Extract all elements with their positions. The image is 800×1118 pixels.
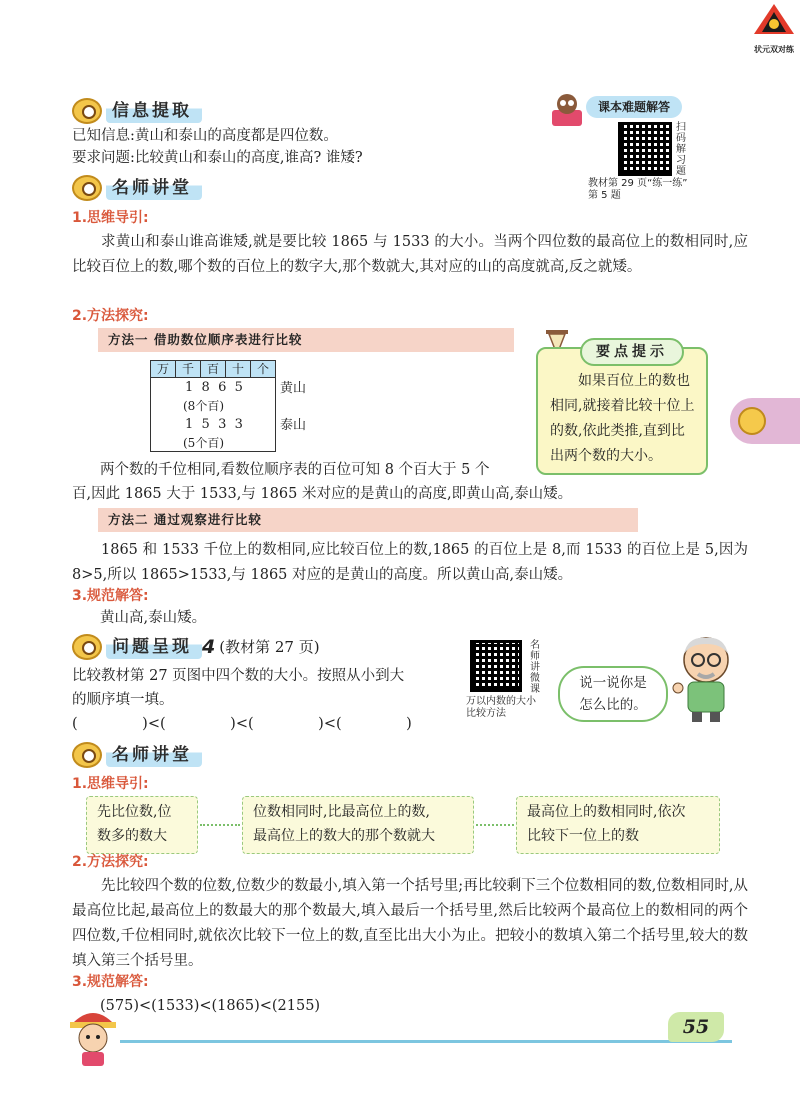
flow-step-3-b: 比较下一位上的数 xyxy=(527,828,639,844)
row2-digits: 1 5 3 3 xyxy=(185,417,243,432)
answer-blanks[interactable]: ( )<( )<( )<( ) xyxy=(72,716,412,732)
method1-explain-1: 两个数的千位相同,看数位顺序表的百位可知 8 个百大于 5 个 xyxy=(100,462,490,478)
publisher-logo xyxy=(752,2,796,54)
flow-step-1-a: 先比位数,位 xyxy=(97,804,172,820)
method-explore-label: 2.方法探究: xyxy=(72,308,149,324)
logo-triangle-icon xyxy=(752,2,796,36)
method-two-bar: 方法二 通过观察进行比较 xyxy=(98,508,638,532)
textbook-ref: (教材第 27 页) xyxy=(219,637,320,656)
flow-step-1-b: 数多的数大 xyxy=(97,828,167,844)
table-header xyxy=(151,361,275,378)
col-header: 万 xyxy=(151,361,176,377)
mascot-icon xyxy=(72,98,102,124)
place-value-table xyxy=(150,360,276,452)
answer-text-2: (575)<(1533)<(1865)<(2155) xyxy=(100,998,321,1014)
side-tab[interactable] xyxy=(730,398,800,444)
speech-line1: 说一说你是 xyxy=(579,675,647,691)
method-explore-text-2: 先比较四个数的位数,位数少的数最小,填入第一个括号里;再比较剩下三个位数相同的数,位数相同时,从最高位比起,最高位上的数最大的那个数最大,填入最后一个括号里,然后比较两个最高位上的数相同的两个四位数,千位相同时,就依次比较下一位上的数,直至比出大小为止。把较小的数填入第二个括号里,较大的数填入第三个括号里。 xyxy=(72,878,748,969)
method2-text: 1865 和 1533 千位上的数相同,应比较百位上的数,1865 的百位上是 8,而 1533 的百位上是 5,因为 8>5,所以 1865>1533,与 1865 对应的是黄山的高度。所以黄山高,泰山矮。 xyxy=(72,542,748,583)
qr-code-micro-lesson[interactable] xyxy=(470,640,522,692)
logo-text: 状元双对练 xyxy=(754,45,794,54)
answer-label-2: 3.规范解答: xyxy=(72,974,149,990)
section-teacher-header-2 xyxy=(72,740,202,770)
mascot-face-icon xyxy=(738,407,766,435)
teacher-character-icon xyxy=(670,630,740,724)
section-title: 名师讲堂 xyxy=(106,176,202,200)
col-header: 十 xyxy=(226,361,251,377)
section-title: 问题呈现 xyxy=(106,635,202,659)
section-info-header xyxy=(72,96,202,126)
answer-label: 3.规范解答: xyxy=(72,588,149,604)
flow-step-3-a: 最高位上的数相同时,依次 xyxy=(527,804,686,820)
row1-digits: 1 8 6 5 xyxy=(185,380,243,395)
problem-line1: 比较教材第 27 页图中四个数的大小。按照从小到大 xyxy=(72,668,405,684)
qr-code-answers[interactable] xyxy=(618,122,672,176)
col-header: 千 xyxy=(176,361,201,377)
reading-owl-icon xyxy=(546,92,588,130)
section-problem-header xyxy=(72,632,320,662)
flow-step-3 xyxy=(516,796,720,854)
qr-title: 课本难题解答 xyxy=(586,96,682,118)
flow-step-2-b: 最高位上的数大的那个数就大 xyxy=(253,828,435,844)
section-teacher-header xyxy=(72,173,202,203)
mascot-icon xyxy=(72,742,102,768)
flow-step-2 xyxy=(242,796,474,854)
tip-title: 要点提示 xyxy=(580,338,684,366)
thinking-guide-text: 求黄山和泰山谁高谁矮,就是要比较 1865 与 1533 的大小。当两个四位数的最高位上的数相同时,应比较百位上的数,哪个数的百位上的数字大,那个数就大,其对应的山的高度就高,反之就矮。 xyxy=(72,234,748,275)
row1-note: (8个百) xyxy=(183,399,224,413)
mascot-boy-icon xyxy=(62,1002,124,1068)
row2-label: 泰山 xyxy=(280,418,307,433)
qr2-caption2: 比较方法 xyxy=(466,708,506,719)
speech-line2: 怎么比的。 xyxy=(579,697,647,713)
section-title: 信息提取 xyxy=(106,99,202,123)
method-one-bar: 方法一 借助数位顺序表进行比较 xyxy=(98,328,514,352)
col-header: 个 xyxy=(256,362,269,376)
method1-explain-2: 百,因此 1865 大于 1533,与 1865 米对应的是黄山的高度,即黄山高,泰山矮。 xyxy=(72,486,573,502)
qr-caption1: 教材第 29 页“练一练” xyxy=(588,178,688,189)
section-title: 名师讲堂 xyxy=(106,743,202,767)
speech-bubble xyxy=(558,666,668,722)
method-explore-label-2: 2.方法探究: xyxy=(72,854,149,870)
qr2-side-label: 名师讲微课 xyxy=(530,640,540,695)
thinking-guide-label: 1.思维导引: xyxy=(72,210,149,226)
page-number: 55 xyxy=(668,1012,724,1042)
flow-arrow-2 xyxy=(476,824,514,826)
tip-box: 如果百位上的数也相同,就接着比较十位上的数,依此类推,直到比出两个数的大小。 xyxy=(536,347,708,475)
known-info-line: 已知信息:黄山和泰山的高度都是四位数。 xyxy=(72,128,338,144)
flow-step-1 xyxy=(86,796,198,854)
mascot-icon xyxy=(72,634,102,660)
row2-note: (5个百) xyxy=(183,436,224,450)
qr2-caption1: 万以内数的大小 xyxy=(466,696,536,707)
question-line: 要求问题:比较黄山和泰山的高度,谁高? 谁矮? xyxy=(72,150,363,166)
thinking-guide-label-2: 1.思维导引: xyxy=(72,776,149,792)
flow-step-2-a: 位数相同时,比最高位上的数, xyxy=(253,804,430,820)
qr-block-answers xyxy=(546,92,706,202)
row1-label: 黄山 xyxy=(280,381,307,396)
footer-rule xyxy=(120,1040,732,1043)
qr-side-label: 扫码解习题 xyxy=(676,122,686,177)
answer-text: 黄山高,泰山矮。 xyxy=(100,610,207,626)
problem-number: 4 xyxy=(202,635,216,658)
col-header: 百 xyxy=(201,361,226,377)
problem-line2: 的顺序填一填。 xyxy=(72,692,174,708)
qr-caption2: 第 5 题 xyxy=(588,190,621,201)
flow-arrow-1 xyxy=(200,824,240,826)
mascot-icon xyxy=(72,175,102,201)
